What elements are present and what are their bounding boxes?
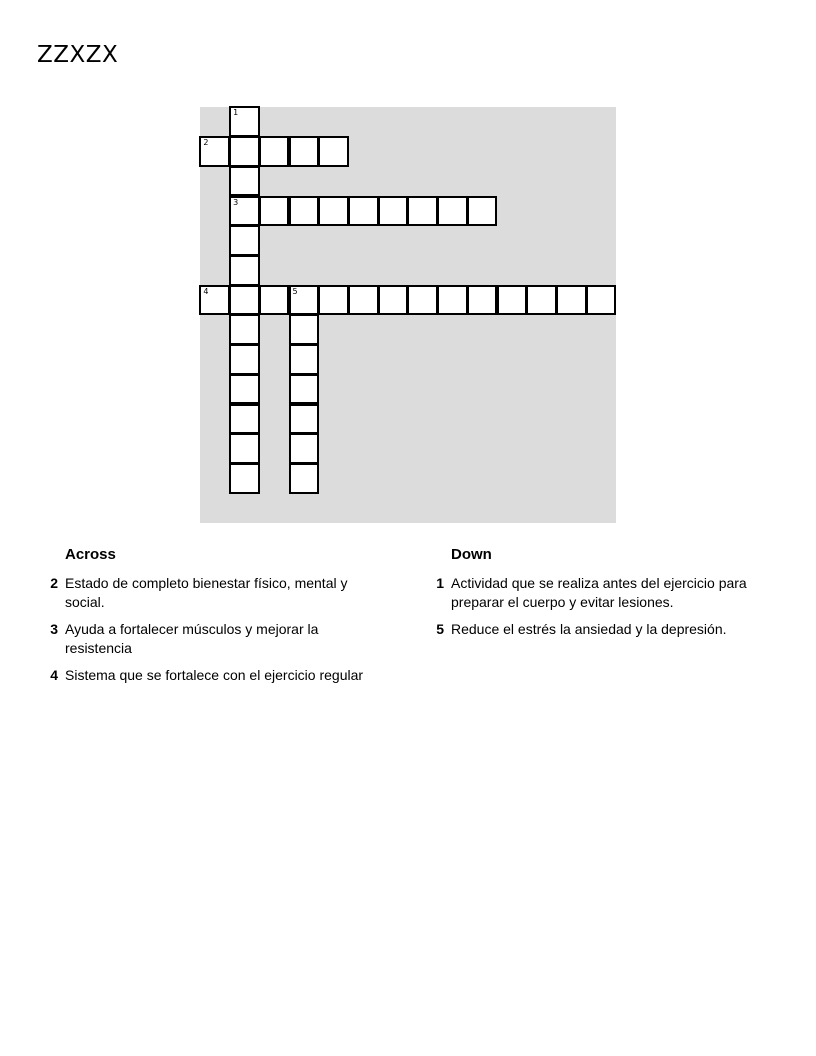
page-title: ZZXZX: [37, 42, 119, 68]
crossword-cell[interactable]: [407, 196, 438, 227]
clue-across-4: [43, 666, 373, 685]
clue-number: 3: [50, 621, 58, 637]
down-clues: [429, 546, 759, 648]
clue-text: Sistema que se fortalece con el ejercicio regular: [65, 667, 364, 683]
down-heading: Down: [451, 546, 492, 563]
crossword-cell[interactable]: [289, 463, 320, 494]
clue-number: 2: [50, 575, 58, 591]
cell-number: 4: [203, 286, 209, 296]
clue-text: Ayuda a fortalecer músculos y mejorar la resistencia: [65, 621, 319, 656]
crossword-cell[interactable]: [259, 196, 290, 227]
crossword-cell[interactable]: [229, 166, 260, 197]
clue-number: 5: [436, 621, 444, 637]
clue-across-3: [43, 620, 373, 657]
crossword-cell[interactable]: [556, 285, 587, 316]
cell-number: 3: [233, 197, 239, 207]
across-clues: [43, 546, 373, 694]
crossword-cell[interactable]: [229, 285, 260, 316]
clue-text: Estado de completo bienestar físico, mental y social.: [65, 575, 348, 610]
clue-number: 1: [436, 575, 444, 591]
crossword-cell[interactable]: [289, 433, 320, 464]
crossword-cell[interactable]: [199, 285, 230, 316]
clue-down-1: [429, 574, 759, 611]
crossword-cell[interactable]: [467, 196, 498, 227]
clue-down-5: [429, 620, 759, 639]
crossword-cell[interactable]: [318, 196, 349, 227]
crossword-cell[interactable]: [586, 285, 617, 316]
crossword-cell[interactable]: [229, 374, 260, 405]
crossword-cell[interactable]: [289, 314, 320, 345]
crossword-cell[interactable]: [497, 285, 528, 316]
crossword-cell[interactable]: [289, 136, 320, 167]
cell-number: 1: [233, 108, 239, 118]
crossword-cell[interactable]: [407, 285, 438, 316]
clue-text: Actividad que se realiza antes del ejercicio para preparar el cuerpo y evitar lesiones.: [451, 575, 747, 610]
crossword-cell[interactable]: [229, 255, 260, 286]
crossword-cell[interactable]: [318, 136, 349, 167]
crossword-cell[interactable]: [259, 285, 290, 316]
crossword-cell[interactable]: [318, 285, 349, 316]
crossword-cell[interactable]: [437, 196, 468, 227]
crossword-cell[interactable]: [378, 196, 409, 227]
clue-text: Reduce el estrés la ansiedad y la depresión.: [451, 621, 727, 637]
crossword-cell[interactable]: [378, 285, 409, 316]
crossword-cell[interactable]: [229, 225, 260, 256]
crossword-cell[interactable]: [437, 285, 468, 316]
crossword-cell[interactable]: [229, 404, 260, 435]
across-heading: Across: [65, 546, 116, 563]
crossword-cell[interactable]: [259, 136, 290, 167]
crossword-cell[interactable]: [526, 285, 557, 316]
crossword-cell[interactable]: [348, 285, 379, 316]
cell-number: 2: [203, 138, 209, 148]
crossword-cell[interactable]: [199, 136, 230, 167]
crossword-cell[interactable]: [229, 314, 260, 345]
crossword-cell[interactable]: [229, 136, 260, 167]
crossword-cell[interactable]: [229, 344, 260, 375]
clue-number: 4: [50, 667, 58, 683]
crossword-cell[interactable]: [229, 433, 260, 464]
crossword-cell[interactable]: [229, 463, 260, 494]
crossword-cell[interactable]: [289, 285, 320, 316]
crossword-cell[interactable]: [348, 196, 379, 227]
crossword-cell[interactable]: [289, 374, 320, 405]
crossword-cell[interactable]: [229, 196, 260, 227]
clue-across-2: [43, 574, 373, 611]
crossword-cell[interactable]: [229, 106, 260, 137]
crossword-cell[interactable]: [467, 285, 498, 316]
crossword-grid: [200, 107, 616, 523]
crossword-cell[interactable]: [289, 196, 320, 227]
crossword-cell[interactable]: [289, 404, 320, 435]
cell-number: 5: [292, 286, 298, 296]
crossword-cell[interactable]: [289, 344, 320, 375]
